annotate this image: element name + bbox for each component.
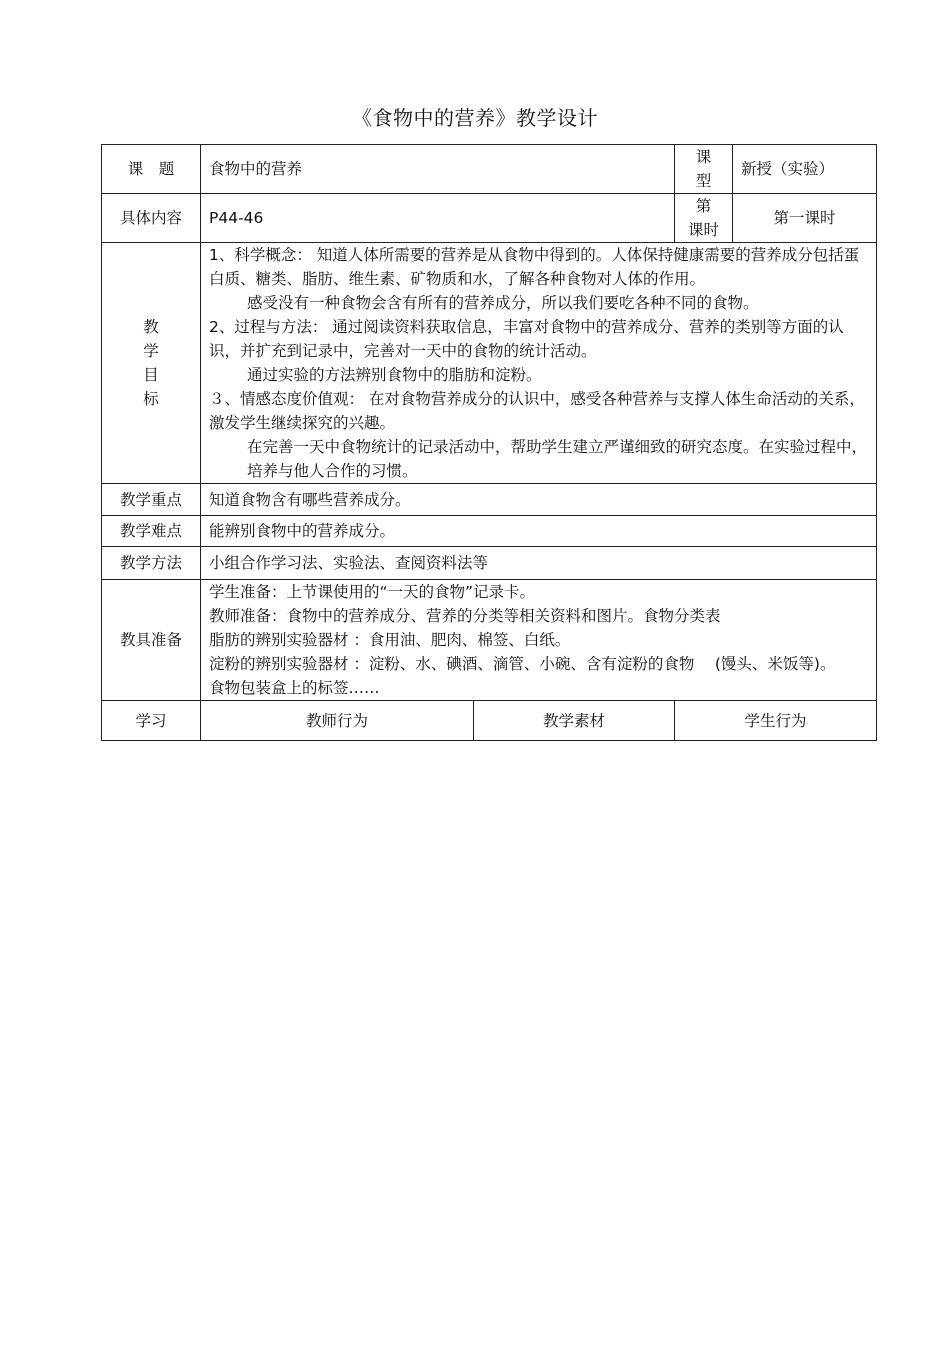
goals-label: [102, 243, 201, 484]
materials-line: 学生准备：上节课使用的“一天的食物”记录卡。: [209, 583, 536, 601]
materials-line: 脂肪的辨别实验器材 ：食用油、肥肉、棉签、白纸。: [209, 631, 571, 649]
type-value: 新授（实验）: [733, 145, 877, 194]
process-col-materials: 教学素材: [474, 701, 675, 741]
goal-science-concept: 1、科学概念： 知道人体所需要的营养是从食物中得到的。人体保持健康需要的营养成分包括蛋白质、糖类、脂肪、维生素、矿物质和水，了解各种食物对人体的作用。: [209, 246, 860, 288]
topic-row: [102, 145, 877, 194]
goals-label-char: 教: [143, 318, 159, 336]
materials-content: [201, 580, 877, 701]
process-header-row: [102, 701, 877, 741]
document-title: 《食物中的营养》教学设计: [352, 106, 598, 130]
materials-label: 教具准备: [102, 580, 201, 701]
lesson-label: 第 课时: [675, 194, 733, 243]
process-col-study: 学习: [102, 701, 201, 741]
topic-value: 食物中的营养: [201, 145, 675, 194]
goals-label-char: 标: [143, 390, 159, 408]
key-point-label: 教学重点: [102, 484, 201, 516]
topic-label: 课 题: [102, 145, 201, 194]
goal-science-note: 感受没有一种食物会含有所有的营养成分，所以我们要吃各种不同的食物。: [247, 294, 759, 312]
difficulty-value: 能辨别食物中的营养成分。: [201, 516, 877, 547]
goal-process-method: 2、过程与方法： 通过阅读资料获取信息，丰富对食物中的营养成分、营养的类别等方面的认识，并扩充到记录中，完善对一天中的食物的统计活动。: [209, 318, 844, 360]
method-row: [102, 547, 877, 580]
method-label: 教学方法: [102, 547, 201, 580]
goals-label-char: 学: [143, 342, 159, 360]
lesson-value: 第一课时: [733, 194, 877, 243]
difficulty-row: [102, 516, 877, 547]
key-point-value: 知道食物含有哪些营养成分。: [201, 484, 877, 516]
goals-content: [201, 243, 877, 484]
type-label: 课 型: [675, 145, 733, 194]
content-value: P44-46: [201, 194, 675, 243]
difficulty-label: 教学难点: [102, 516, 201, 547]
method-value: 小组合作学习法、实验法、查阅资料法等: [201, 547, 877, 580]
goal-attitude-note: 在完善一天中食物统计的记录活动中，帮助学生建立严谨细致的研究态度。在实验过程中，培养与他人合作的习惯。: [247, 438, 868, 480]
lesson-plan-table: [101, 144, 877, 741]
materials-row: [102, 580, 877, 701]
process-col-teacher: 教师行为: [201, 701, 474, 741]
materials-line: 淀粉的辨别实验器材 ：淀粉、水、碘酒、滴管、小碗、含有淀粉的食物 (馒头、米饭等)。: [209, 655, 836, 673]
process-col-student: 学生行为: [675, 701, 877, 741]
goal-attitude: ３、情感态度价值观： 在对食物营养成分的认识中，感受各种营养与支撑人体生命活动的关系，激发学生继续探究的兴趣。: [209, 390, 865, 432]
materials-line: 食物包装盒上的标签……: [209, 679, 380, 697]
key-point-row: [102, 484, 877, 516]
content-label: 具体内容: [102, 194, 201, 243]
goals-label-char: 目: [143, 366, 159, 384]
content-row: [102, 194, 877, 243]
goal-process-note: 通过实验的方法辨别食物中的脂肪和淀粉。: [247, 366, 542, 384]
goals-row: [102, 243, 877, 484]
materials-line: 教师准备：食物中的营养成分、营养的分类等相关资料和图片。食物分类表: [209, 607, 721, 625]
